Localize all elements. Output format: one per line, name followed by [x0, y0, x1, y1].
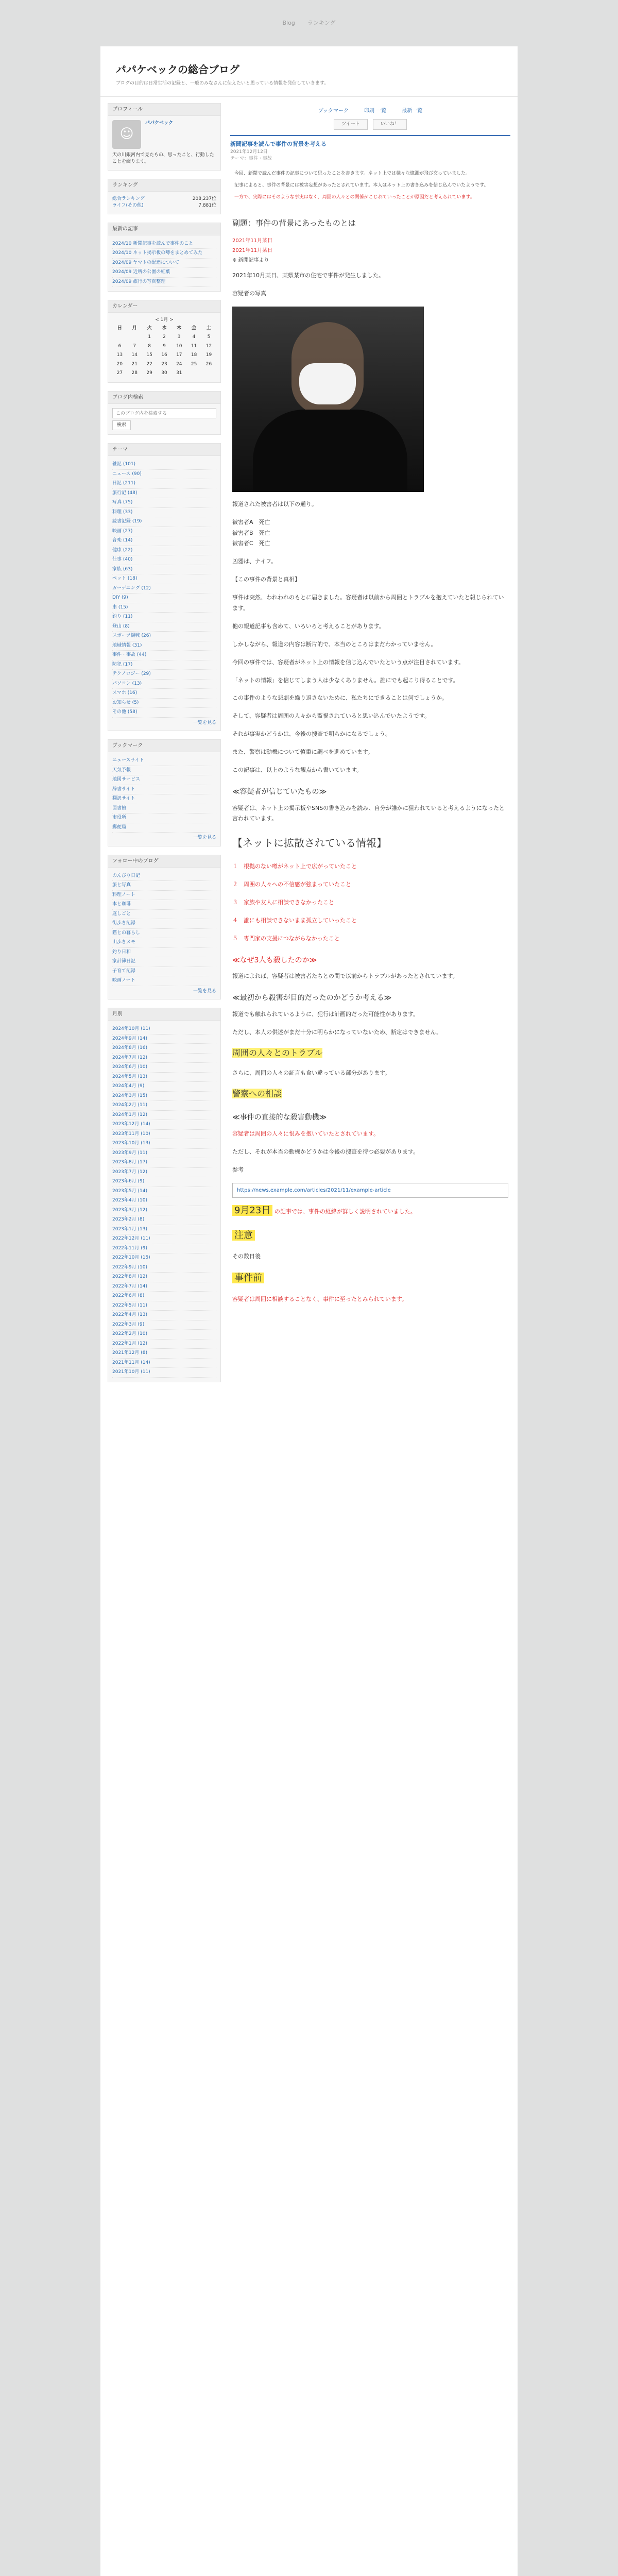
paragraph: 他の報道記事も含めて、いろいろと考えることがあります。 [232, 622, 385, 630]
post-tools [230, 103, 510, 119]
archive-link[interactable]: 2024年2月 (11) [112, 1101, 216, 1111]
archive-link[interactable]: 2022年3月 (9) [112, 1320, 216, 1330]
article-subtitle: 副題：事件の背景にあったものとは [232, 218, 356, 228]
bookmark-widget [108, 739, 221, 846]
ranking-value: 208,237位 [192, 196, 216, 201]
archive-link[interactable]: 2022年8月 (12) [112, 1273, 216, 1282]
weekday-header: 水 [162, 325, 167, 331]
victim-line: 被害者A 死亡 [232, 518, 270, 526]
calendar-widget [108, 300, 221, 383]
theme-link[interactable]: テクノロジー (29) [112, 670, 216, 680]
more-link[interactable]: 一覧を見る [193, 988, 216, 994]
widget-title: カレンダー [108, 300, 220, 313]
recent-article-link[interactable]: 2024/09 近所の公園の紅葉 [112, 268, 216, 278]
highlight: 周囲の人々とのトラブル [232, 1047, 323, 1058]
archive-link[interactable]: 2023年10月 (13) [112, 1139, 216, 1149]
reference-link[interactable]: https://news.example.com/articles/2021/11/example-article [232, 1183, 508, 1198]
theme-link[interactable]: その他 (58) [112, 708, 216, 718]
follow-blog-link[interactable]: 子育て記録 [112, 967, 216, 977]
note-highlight: 注意 [232, 1230, 255, 1241]
calendar-day[interactable]: 15 [146, 352, 152, 358]
blog-header [100, 46, 518, 97]
widget-title: ブログ内検索 [108, 392, 220, 404]
page [100, 46, 518, 2576]
calendar-day[interactable]: 9 [163, 343, 166, 349]
calendar-day[interactable]: 22 [146, 361, 152, 367]
calendar-table [112, 324, 216, 378]
follow-blog-link[interactable]: のんびり日記 [112, 872, 216, 882]
follow-blog-link[interactable]: 庭しごと [112, 910, 216, 920]
archive-link[interactable]: 2022年6月 (8) [112, 1292, 216, 1301]
theme-link[interactable]: スマホ (16) [112, 689, 216, 699]
calendar-day[interactable]: 17 [176, 352, 182, 358]
photo-caption: 容疑者の写真 [232, 290, 266, 297]
calendar-day[interactable]: 6 [118, 343, 122, 349]
profile-desc: 天の川銀河内で見たもの、思ったこと、行動したことを綴ります。 [112, 152, 214, 165]
date-highlight-text: の記事では、事件の経緯が詳しく説明されていました。 [274, 1208, 416, 1215]
archive-link[interactable]: 2021年12月 (8) [112, 1349, 216, 1359]
bookmark-link[interactable]: 図書館 [112, 804, 216, 814]
calendar-day[interactable]: 29 [146, 370, 152, 376]
date-highlight: 9月23日 [232, 1205, 272, 1216]
archive-link[interactable]: 2024年3月 (15) [112, 1092, 216, 1101]
calendar-day[interactable]: 7 [133, 343, 136, 349]
theme-link[interactable]: DIY (9) [112, 594, 216, 603]
archive-link[interactable]: 2021年11月 (14) [112, 1359, 216, 1368]
ranking-link[interactable]: ランキング [307, 19, 336, 26]
archive-link[interactable]: 2023年7月 (12) [112, 1168, 216, 1178]
end-paragraph: 容疑者は周囲に相談することなく、事件に至ったとみられています。 [232, 1295, 407, 1302]
bookmark-link[interactable]: 郵便局 [112, 823, 216, 833]
sidebar [108, 103, 221, 1391]
article-theme[interactable]: テーマ：事件・事故 [230, 156, 272, 162]
paragraph: この事件のような悲劇を繰り返さないために、私たちにできることは何でしょうか。 [232, 694, 448, 702]
theme-link[interactable]: 雑記 (101) [112, 460, 216, 470]
blog-description: ブログの目的は日常生活の記録と、一般のみなさんに伝えたいと思っている情報を発信していきます。 [116, 81, 329, 86]
theme-widget [108, 443, 221, 731]
calendar-day [201, 369, 216, 378]
victim-line: 被害者B 死亡 [232, 529, 270, 536]
print-button[interactable]: 印刷 一覧 [364, 108, 387, 114]
article-date: 2021年12月12日 [230, 149, 268, 155]
ranking-widget [108, 179, 221, 214]
paragraph: 報道でも触れられているように、犯行は計画的だった可能性があります。 [232, 1010, 419, 1018]
bookmark-button[interactable]: ブックマーク [318, 108, 349, 114]
theme-link[interactable]: 釣り (11) [112, 613, 216, 622]
calendar-day[interactable]: 19 [205, 352, 212, 358]
blog-link[interactable]: Blog [282, 19, 295, 26]
calendar-day[interactable]: 12 [205, 343, 212, 349]
theme-link[interactable]: 音楽 (14) [112, 536, 216, 546]
summary-paragraph: 記事によると、事件の背景には被害妄想があったとされています。本人はネット上の書き込みを信じ込んでいたようです。 [234, 182, 489, 188]
tweet-button[interactable]: ツイート [334, 119, 368, 130]
archive-link[interactable]: 2022年5月 (11) [112, 1301, 216, 1311]
calendar-day[interactable]: 11 [191, 343, 197, 349]
follow-blog-link[interactable]: 山歩きメモ [112, 938, 216, 948]
calendar-day[interactable]: 23 [161, 361, 167, 367]
weapon-line: 凶器は、ナイフ。 [232, 558, 277, 565]
calendar-day[interactable]: 10 [176, 343, 182, 349]
theme-link[interactable]: 映画 (27) [112, 527, 216, 537]
widget-title: プロフィール [108, 104, 220, 116]
ranking-label[interactable]: ライフ(その他) [112, 203, 144, 209]
avatar[interactable]: ☺ [112, 120, 141, 149]
widget-title: 最新の記事 [108, 223, 220, 235]
theme-link[interactable]: ニュース (90) [112, 470, 216, 480]
theme-link[interactable]: 旅行記 (48) [112, 489, 216, 499]
archive-link[interactable]: 2024年9月 (14) [112, 1035, 216, 1044]
big-heading: 【ネットに拡散されている情報】 [232, 837, 387, 850]
list-item: ５ 専門家の支援につながらなかったこと [232, 935, 340, 942]
follow-blog-link[interactable]: 旅と写真 [112, 881, 216, 891]
follow-blog-link[interactable]: 猫との暮らし [112, 929, 216, 939]
weekday-header: 木 [177, 325, 182, 331]
calendar-day[interactable]: 25 [191, 361, 197, 367]
follow-blog-link[interactable]: 家計簿日記 [112, 957, 216, 967]
profile-name[interactable]: パパケベック [145, 120, 174, 126]
follow-blog-link[interactable]: 映画ノート [112, 976, 216, 986]
theme-link[interactable]: 健康 (22) [112, 546, 216, 556]
paragraph: 容疑者は、ネット上の掲示板やSNSの書き込みを読み、自分が誰かに狙われていると考えるようになったと言われています。 [232, 804, 505, 822]
article-date-2: 2021年11月某日 [232, 238, 273, 244]
calendar-day[interactable]: 30 [161, 370, 167, 376]
bookmark-link[interactable]: 市役所 [112, 814, 216, 823]
archive-link[interactable]: 2024年10月 (11) [112, 1025, 216, 1035]
article-header [230, 135, 510, 165]
calendar-day[interactable]: 18 [191, 352, 197, 358]
widget-title: テーマ [108, 444, 220, 456]
archive-link[interactable]: 2023年4月 (10) [112, 1196, 216, 1206]
list-item: ４ 誰にも相談できないまま孤立していったこと [232, 917, 357, 924]
follow-blog-link[interactable]: 釣り日和 [112, 948, 216, 958]
calendar-day[interactable]: 3 [177, 334, 181, 340]
like-button[interactable]: いいね！ [373, 119, 407, 130]
archive-link[interactable]: 2023年8月 (17) [112, 1158, 216, 1168]
archive-link[interactable]: 2023年2月 (8) [112, 1215, 216, 1225]
search-widget [108, 391, 221, 435]
recent-widget [108, 223, 221, 292]
calendar-month[interactable]: < 1月 > [155, 317, 174, 323]
victim-line: 被害者C 死亡 [232, 540, 270, 547]
ranking-label[interactable]: 総合ランキング [112, 196, 145, 201]
article-title[interactable]: 新聞記事を読んで事件の背景を考える [230, 141, 327, 148]
theme-link[interactable]: 登山 (8) [112, 622, 216, 632]
theme-link[interactable]: 車 (15) [112, 603, 216, 613]
calendar-day[interactable]: 5 [207, 334, 211, 340]
theme-link[interactable]: ペット (18) [112, 574, 216, 584]
paragraph: ただし、それが本当の動機かどうかは今後の捜査を待つ必要があります。 [232, 1148, 419, 1155]
calendar-day[interactable]: 16 [161, 352, 167, 358]
theme-link[interactable]: 読書記録 (19) [112, 517, 216, 527]
bookmark-link[interactable]: 辞書サイト [112, 785, 216, 795]
archive-link[interactable]: 2023年12月 (14) [112, 1120, 216, 1130]
widget-title: ブックマーク [108, 740, 220, 752]
archive-link[interactable]: 2023年9月 (11) [112, 1149, 216, 1159]
suspect-photo [232, 307, 424, 492]
search-input[interactable] [112, 408, 216, 418]
archive-link[interactable]: 2022年9月 (10) [112, 1263, 216, 1273]
paragraph: しかしながら、報道の内容は断片的で、本当のところはまだわかっていません。 [232, 640, 437, 648]
paragraph: そして、容疑者は周囲の人々から監視されていると思い込んでいたようです。 [232, 713, 430, 720]
article-body [230, 216, 510, 1304]
paragraph: それが事実かどうかは、今後の捜査で明らかになるでしょう。 [232, 731, 391, 738]
follow-blog-link[interactable]: 本と珈琲 [112, 900, 216, 910]
archive-link[interactable]: 2024年7月 (12) [112, 1054, 216, 1063]
calendar-day[interactable]: 8 [148, 343, 151, 349]
archive-link[interactable]: 2022年1月 (12) [112, 1340, 216, 1349]
theme-link[interactable]: 事件・事故 (44) [112, 651, 216, 660]
archive-widget [108, 1008, 221, 1382]
list-item: ３ 家族や友人に相談できなかったこと [232, 899, 334, 906]
archive-link[interactable]: 2022年4月 (13) [112, 1311, 216, 1320]
paragraph: この記事は、以上のような観点から書いています。 [232, 767, 363, 774]
bookmark-link[interactable]: 翻訳サイト [112, 794, 216, 804]
archive-link[interactable]: 2021年10月 (11) [112, 1368, 216, 1378]
recent-article-link[interactable]: 2024/09 旅行の写真整理 [112, 278, 216, 287]
highlight: 警察への相談 [232, 1088, 282, 1098]
section-heading: ≪容疑者が信じていたもの≫ [232, 787, 327, 796]
ref-label: 参考 [232, 1166, 244, 1173]
recent-article-link[interactable]: 2024/10 ネット掲示板の噂をまとめてみた [112, 249, 216, 259]
blog-title[interactable]: パパケベックの総合ブログ [116, 63, 239, 76]
theme-link[interactable]: 家族 (63) [112, 565, 216, 575]
archive-link[interactable]: 2023年11月 (10) [112, 1130, 216, 1140]
list-item: １ 根拠のない噂がネット上で広がっていたこと [232, 863, 357, 870]
theme-link[interactable]: パソコン (13) [112, 680, 216, 689]
summary-paragraph: 一方で、実際にはそのような事実はなく、周囲の人々との関係がこじれていったことが原因だと考えられています。 [234, 195, 475, 200]
archive-link[interactable]: 2024年4月 (9) [112, 1082, 216, 1092]
archive-link[interactable]: 2024年1月 (12) [112, 1111, 216, 1121]
archive-link[interactable]: 2023年6月 (9) [112, 1177, 216, 1187]
weekday-header: 月 [132, 325, 137, 331]
bookmark-link[interactable]: 地図サービス [112, 775, 216, 785]
archive-link[interactable]: 2023年5月 (14) [112, 1187, 216, 1197]
calendar-day[interactable]: 27 [116, 370, 123, 376]
theme-link[interactable]: スポーツ観戦 (26) [112, 632, 216, 641]
paragraph: 今回の事件では、容疑者がネット上の情報を信じ込んでいたという点が注目されています。 [232, 658, 465, 666]
calendar-day [112, 333, 127, 342]
bookmark-link[interactable]: ニュースサイト [112, 756, 216, 766]
weekday-header: 金 [192, 325, 197, 331]
victims-intro: 報道された被害者は以下の通り。 [232, 500, 317, 507]
weekday-header: 土 [207, 325, 212, 331]
widget-title: ランキング [108, 179, 220, 192]
archive-link[interactable]: 2023年3月 (12) [112, 1206, 216, 1216]
archive-link[interactable]: 2023年1月 (13) [112, 1225, 216, 1235]
calendar-day[interactable]: 4 [192, 334, 196, 340]
calendar-day[interactable]: 20 [116, 361, 123, 367]
paragraph: さらに、周囲の人々の証言も食い違っている部分があります。 [232, 1069, 391, 1076]
archive-link[interactable]: 2022年11月 (9) [112, 1244, 216, 1254]
calendar-day[interactable]: 21 [131, 361, 138, 367]
share-bar [230, 119, 510, 135]
recent-article-link[interactable]: 2024/10 新聞記事を読んで事件のこと [112, 240, 216, 249]
paragraph: 「ネットの情報」を信じてしまう人は少なくありません。誰にでも起こり得ることです。 [232, 676, 459, 684]
theme-link[interactable]: お知らせ (5) [112, 699, 216, 708]
theme-link[interactable]: 料理 (33) [112, 508, 216, 518]
paragraph: また、警察は動機について慎重に調べを進めています。 [232, 749, 373, 756]
more-link[interactable]: 一覧を見る [193, 720, 216, 725]
archive-link[interactable]: 2022年10月 (15) [112, 1253, 216, 1263]
more-link[interactable]: 一覧を見る [193, 835, 216, 841]
bookmark-link[interactable]: 天気予報 [112, 766, 216, 776]
theme-link[interactable]: 防犯 (17) [112, 660, 216, 670]
main-content [230, 103, 510, 1391]
calendar-day[interactable]: 14 [131, 352, 138, 358]
intro-paragraph: 2021年10月某日、某県某市の住宅で事件が発生しました。 [232, 272, 384, 279]
theme-link[interactable]: 日記 (211) [112, 479, 216, 489]
top-nav [0, 0, 618, 46]
calendar-day[interactable]: 24 [176, 361, 182, 367]
archive-link[interactable]: 2024年5月 (13) [112, 1073, 216, 1082]
paragraph: 事件は突然、われわれのもとに届きました。容疑者は以前から周囲とトラブルを抱えていたと報じられています。 [232, 594, 504, 612]
theme-link[interactable]: 仕事 (40) [112, 555, 216, 565]
article-date-3: 2021年11月某日 [232, 247, 273, 253]
search-button[interactable]: 検索 [112, 420, 131, 431]
archive-link[interactable]: 2024年8月 (16) [112, 1044, 216, 1054]
archive-link[interactable]: 2024年6月 (10) [112, 1063, 216, 1073]
list-item: ２ 周囲の人々への不信感が強まっていたこと [232, 881, 351, 888]
final-heading: その数日後 [232, 1252, 261, 1260]
paragraph: ただし、本人の供述がまだ十分に明らかになっていないため、断定はできません。 [232, 1028, 442, 1036]
article-ref: ※ 新聞記事より [232, 257, 269, 263]
theme-link[interactable]: 写真 (75) [112, 498, 216, 508]
latest-button[interactable]: 最新一覧 [402, 108, 423, 114]
theme-link[interactable]: ガーデニング (12) [112, 584, 216, 594]
article-summary [230, 165, 510, 211]
calendar-day [186, 369, 201, 378]
theme-link[interactable]: 地域情報 (31) [112, 641, 216, 651]
calendar-day[interactable]: 1 [148, 334, 151, 340]
follow-widget [108, 855, 221, 1000]
calendar-day[interactable]: 13 [116, 352, 123, 358]
widget-title: フォロー中のブログ [108, 855, 220, 868]
archive-link[interactable]: 2022年12月 (11) [112, 1234, 216, 1244]
summary-paragraph: 今回、新聞で読んだ事件の記事について思ったことを書きます。ネット上では様々な憶測が飛び交っていました。 [234, 171, 471, 176]
weekday-header: 日 [117, 325, 122, 331]
section-heading: ≪事件の直接的な殺害動機≫ [232, 1113, 327, 1122]
paragraph: 報道によれば、容疑者は被害者たちとの間で以前からトラブルがあったとされています。 [232, 973, 458, 980]
section-heading: 【この事件の背景と真相】 [232, 576, 300, 583]
follow-blog-link[interactable]: 街歩き記録 [112, 919, 216, 929]
profile-widget [108, 103, 221, 171]
section-heading: ≪最初から殺害が目的だったのかどうか考える≫ [232, 994, 392, 1003]
widget-title: 月別 [108, 1008, 220, 1021]
section-heading: ≪なぜ3人も殺したのか≫ [232, 956, 317, 964]
calendar-day[interactable]: 26 [205, 361, 212, 367]
archive-link[interactable]: 2022年7月 (14) [112, 1282, 216, 1292]
ranking-value: 7,881位 [198, 203, 216, 209]
archive-link[interactable]: 2022年2月 (10) [112, 1330, 216, 1340]
weekday-header: 火 [147, 325, 152, 331]
follow-blog-link[interactable]: 料理ノート [112, 891, 216, 901]
calendar-day[interactable]: 2 [163, 334, 166, 340]
incident-highlight: 事件前 [232, 1273, 264, 1283]
recent-article-link[interactable]: 2024/09 ヤマトの配達について [112, 259, 216, 268]
calendar-day[interactable]: 31 [176, 370, 182, 376]
calendar-day[interactable]: 28 [131, 370, 138, 376]
paragraph: 容疑者は周囲の人々に恨みを抱いていたとされています。 [232, 1130, 380, 1137]
calendar-day [127, 333, 142, 342]
